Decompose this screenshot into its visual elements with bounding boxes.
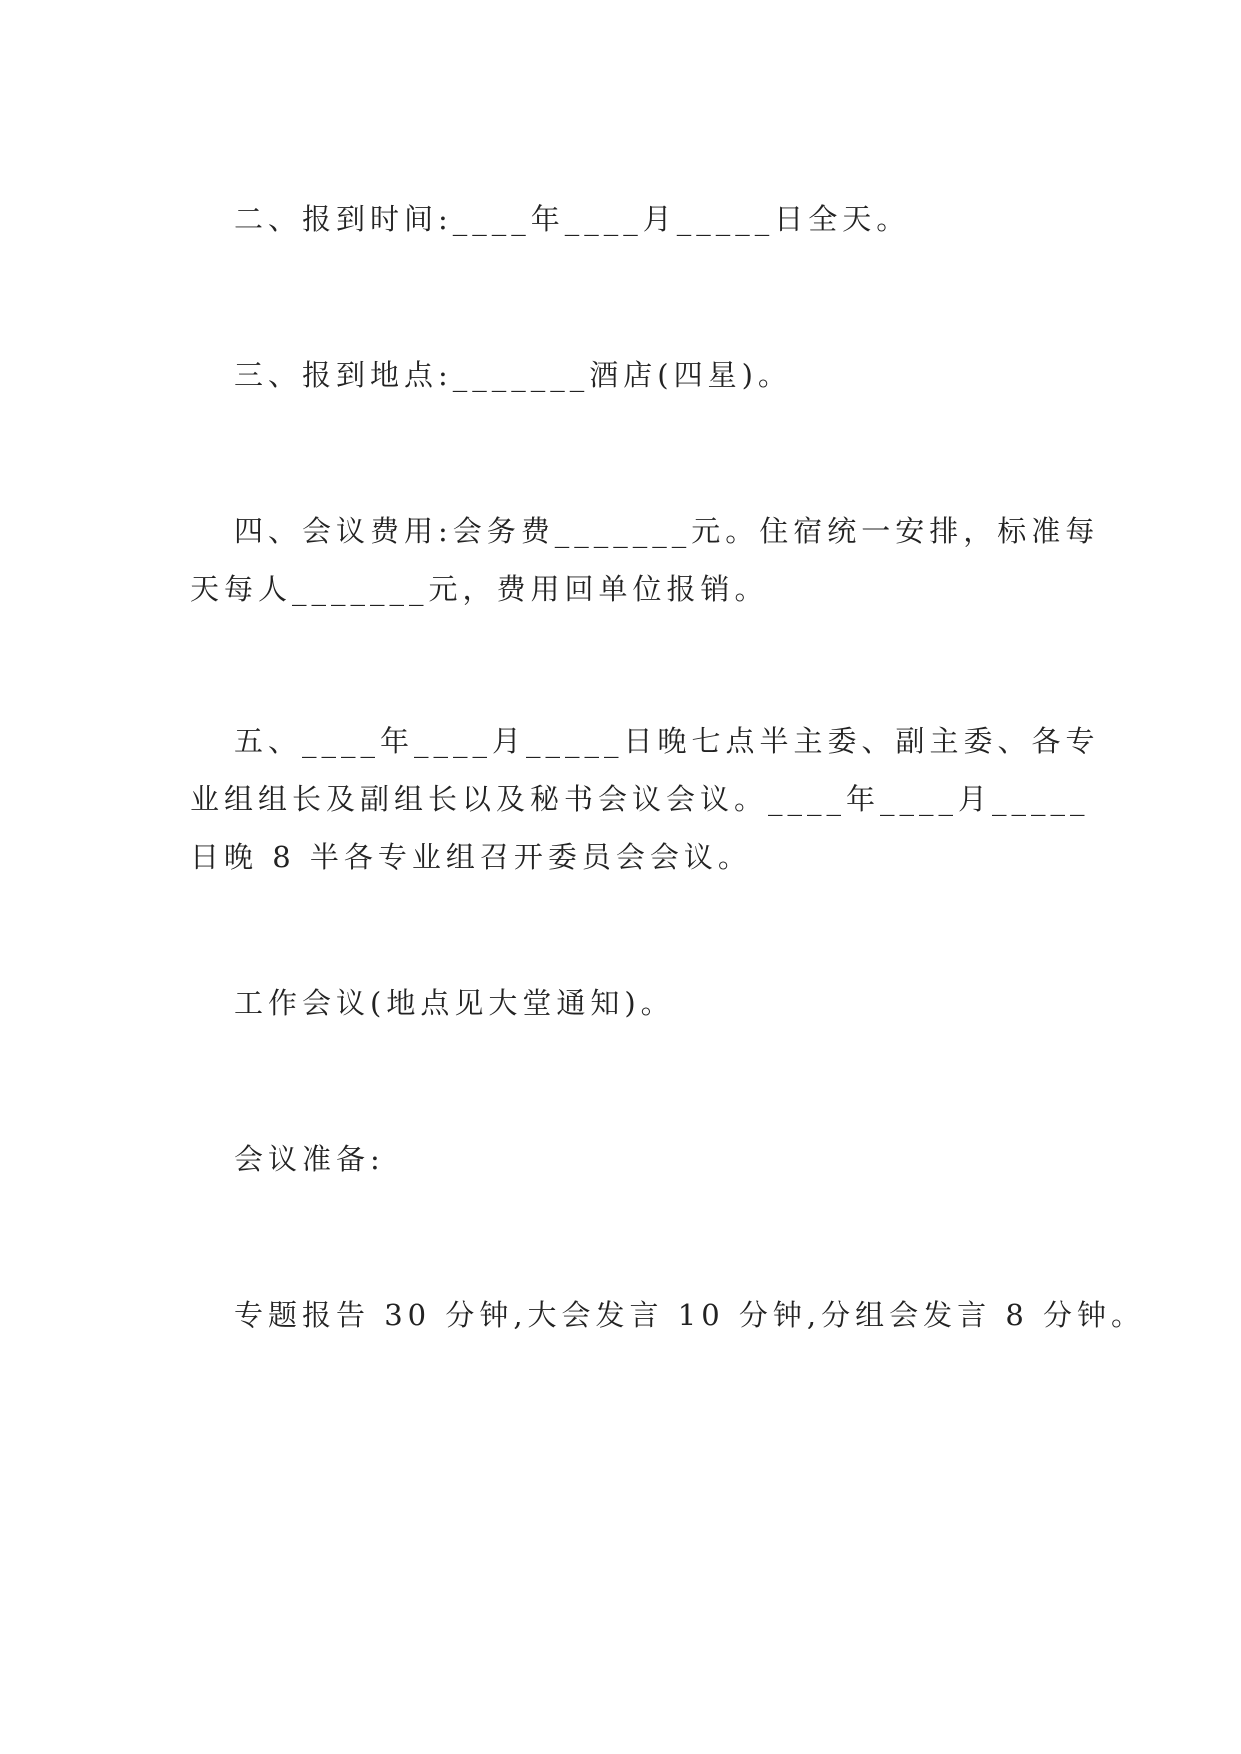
paragraph-meeting-fees: [190, 502, 1100, 618]
paragraph-meeting-preparation: [190, 1130, 1060, 1188]
text-line: 业组组长及副组长以及秘书会议会议。____年____月_____: [190, 782, 1090, 816]
text-line: 专题报告 30 分钟,大会发言 10 分钟,分组会发言 8 分钟。: [234, 1298, 1146, 1332]
text-line: 天每人_______元，费用回单位报销。: [190, 572, 769, 606]
text-line: 四、会议费用:会务费_______元。住宿统一安排，标准每: [234, 514, 1100, 548]
paragraph-speech-duration: [190, 1286, 1146, 1344]
text-line: 会议准备:: [234, 1142, 385, 1176]
paragraph-meeting-schedule: [190, 712, 1100, 886]
text-line: 五、____年____月_____日晚七点半主委、副主委、各专: [234, 724, 1100, 758]
paragraph-registration-time: [190, 190, 1060, 248]
text-line: 日晚 8 半各专业组召开委员会会议。: [190, 840, 752, 874]
text-line: 三、报到地点:_______酒店(四星)。: [234, 358, 792, 392]
text-line: 工作会议(地点见大堂通知)。: [234, 986, 675, 1020]
text-line: 二、报到时间:____年____月_____日全天。: [234, 202, 911, 236]
paragraph-work-meeting: [190, 974, 1060, 1032]
paragraph-registration-place: [190, 346, 1060, 404]
